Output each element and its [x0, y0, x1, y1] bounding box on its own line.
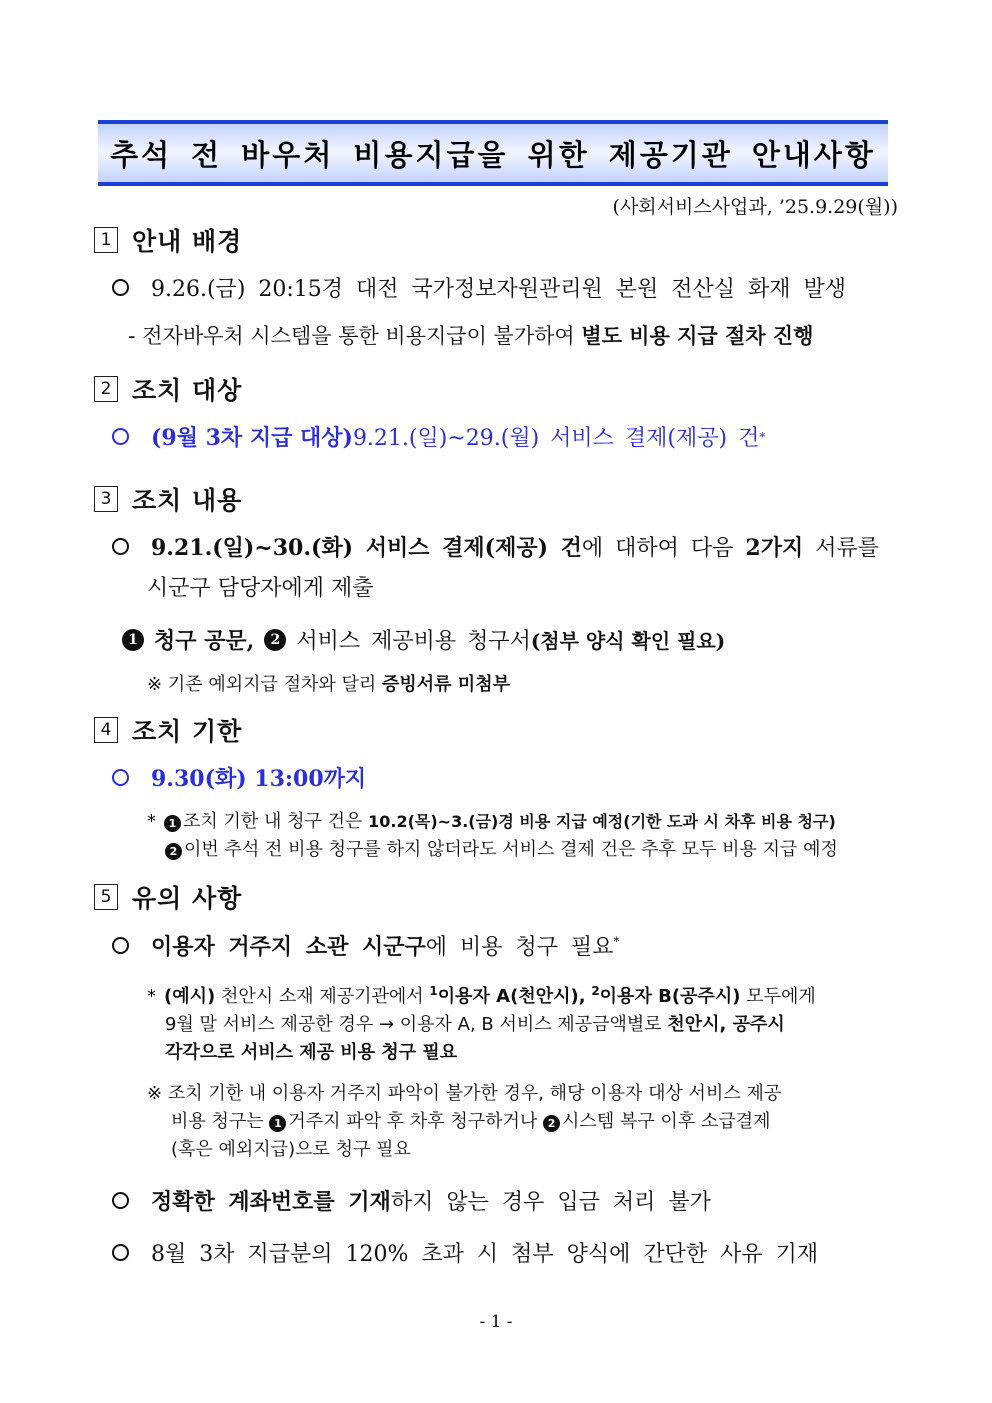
- footnote-star: *: [759, 429, 766, 444]
- s3-doc2-bold: (첨부 양식 확인 필요): [530, 629, 726, 653]
- s1-item: [112, 272, 846, 303]
- s5-ex-bold-c: 이용자 B(공주시): [599, 986, 741, 1007]
- section-title: 조치 대상: [132, 376, 243, 405]
- department-date: (사회서비스사업과, ’25.9.29(월)): [612, 196, 898, 218]
- s5-note-line3: (혹은 예외지급)으로 청구 필요: [171, 1139, 411, 1160]
- s4-note-1: [147, 807, 836, 833]
- s5-note-l2-b: 거주지 파악 후 차후 청구하거나: [288, 1111, 544, 1132]
- title-banner: [98, 120, 888, 186]
- s5-item-2: [112, 1185, 711, 1216]
- section-title: 유의 사항: [132, 884, 243, 913]
- s5-note-l1: 조치 기한 내 이용자 거주지 파악이 불가한 경우, 해당 이용자 대상 서비스 제공: [162, 1083, 782, 1104]
- s3-normal-b: 서류를: [803, 536, 879, 561]
- s4-note-2: [165, 835, 838, 861]
- s5-item1-bold: 이용자 거주지 소관 시군구: [151, 934, 426, 960]
- section-5-heading: [94, 879, 242, 915]
- section-title: 조치 기한: [132, 717, 243, 746]
- s5-item2-bold: 정확한 계좌번호를 기재: [151, 1189, 391, 1215]
- number-1-icon: 1: [164, 815, 181, 832]
- number-2-icon: 2: [591, 984, 600, 998]
- s4-deadline: 9.30(화) 13:00까지: [151, 766, 367, 792]
- circle-bullet-icon: [112, 769, 129, 786]
- footnote-star: *: [147, 811, 156, 832]
- s1-subitem: [128, 320, 813, 350]
- circle-bullet-icon: [112, 279, 129, 296]
- circle-bullet-icon: [112, 428, 129, 445]
- s5-ex-normal-b: 모두에게: [740, 986, 816, 1007]
- circle-bullet-icon: [112, 538, 129, 555]
- s3-item-line2: 시군구 담당자에게 제출: [147, 576, 374, 601]
- section-title: 안내 배경: [132, 227, 243, 256]
- s4-item: [112, 762, 366, 793]
- s2-bold: (9월 3차 지급 대상): [151, 425, 353, 451]
- section-4-heading: [94, 712, 242, 748]
- page-number: - 1 -: [479, 1312, 513, 1332]
- s1-sub-bold: 별도 비용 지급 절차 진행: [581, 324, 814, 348]
- s5-ex-bold-a: (예시): [164, 986, 216, 1007]
- s5-ex-l3-bold: 각각으로 서비스 제공 비용 청구 필요: [165, 1042, 458, 1063]
- note-mark: ※: [147, 674, 163, 695]
- s5-example-line3: [165, 1038, 457, 1064]
- note-mark: ※: [147, 1083, 163, 1104]
- s3-item: [112, 531, 879, 562]
- s2-normal: 9.21.(일)~29.(월) 서비스 결제(제공) 건: [352, 426, 760, 451]
- s5-item3-text: 8월 3차 지급분의 120% 초과 시 첨부 양식에 간단한 사유 기재: [151, 1242, 819, 1267]
- footnote-star: *: [147, 986, 156, 1007]
- circle-bullet-icon: [112, 1244, 129, 1261]
- s2-item: [112, 421, 765, 452]
- s3-doc2: 서비스 제공비용 청구서: [296, 629, 531, 654]
- s5-item1-normal: 에 비용 청구 필요: [425, 935, 614, 960]
- s3-note-bold: 증빙서류 미첨부: [381, 674, 510, 695]
- s5-item-1: [112, 930, 620, 961]
- number-1-icon: 1: [122, 629, 144, 651]
- section-number: 1: [94, 227, 118, 253]
- section-3-heading: [94, 481, 242, 517]
- circle-bullet-icon: [112, 937, 129, 954]
- page-title: 추석 전 바우처 비용지급을 위한 제공기관 안내사항: [110, 137, 876, 172]
- s5-item2-normal: 하지 않는 경우 입금 처리 불가: [390, 1190, 711, 1215]
- s3-bold-b: 2가지: [745, 535, 804, 561]
- number-2-icon: 2: [543, 1115, 560, 1132]
- s5-example-line2: [165, 1010, 785, 1036]
- s5-note-line2: [171, 1107, 770, 1133]
- s1-sub-normal: 전자바우처 시스템을 통한 비용지급이 불가하여: [142, 324, 582, 348]
- s3-note: [147, 670, 510, 696]
- s5-ex-l2-bold: 천안시, 공주시: [667, 1014, 785, 1035]
- number-2-icon: 2: [165, 843, 182, 860]
- s3-bold-a: 9.21.(일)~30.(화) 서비스 결제(제공) 건: [151, 535, 582, 561]
- circle-bullet-icon: [112, 1192, 129, 1209]
- number-1-icon: 1: [269, 1115, 286, 1132]
- dash-marker: -: [128, 324, 136, 348]
- s5-ex-l2-normal: 9월 말 서비스 제공한 경우 → 이용자 A, B 서비스 제공금액별로: [165, 1014, 668, 1035]
- section-1-heading: [94, 222, 242, 258]
- s1-item-text: 9.26.(금) 20:15경 대전 국가정보자원관리원 본원 전산실 화재 발생: [151, 277, 847, 302]
- s5-note-l2-c: 시스템 복구 이후 소급결제: [562, 1111, 771, 1132]
- s3-documents: [122, 624, 725, 655]
- section-title: 조치 내용: [132, 486, 243, 515]
- number-1-icon: 1: [429, 984, 438, 998]
- s3-normal-a: 에 대하여 다음: [581, 536, 746, 561]
- s5-item-3: [112, 1237, 818, 1268]
- s4-n1-bold: 10.2(목)~3.(금)경 비용 지급 예정(기한 도과 시 차후 비용 청구): [368, 812, 836, 831]
- section-number: 3: [94, 486, 118, 512]
- s3-note-normal: 기존 예외지급 절차와 달리: [162, 674, 382, 695]
- section-number: 2: [94, 376, 118, 402]
- footnote-star: *: [613, 934, 620, 949]
- section-number: 4: [94, 717, 118, 743]
- section-2-heading: [94, 371, 242, 407]
- s5-ex-normal-a: 천안시 소재 제공기관에서: [215, 986, 430, 1007]
- section-number: 5: [94, 884, 118, 910]
- s5-example-line1: [147, 982, 816, 1008]
- number-2-icon: 2: [264, 629, 286, 651]
- s5-ex-bold-b: 이용자 A(천안시),: [437, 986, 586, 1007]
- s4-n1-normal: 조치 기한 내 청구 건은: [183, 811, 369, 832]
- s3-doc1: 청구 공문,: [154, 628, 255, 654]
- s4-n2-text: 이번 추석 전 비용 청구를 하지 않더라도 서비스 결제 건은 추후 모두 비용 지급 예정: [184, 839, 838, 860]
- s5-note-l2-a: 비용 청구는: [171, 1111, 270, 1132]
- s5-note-line1: [147, 1079, 781, 1105]
